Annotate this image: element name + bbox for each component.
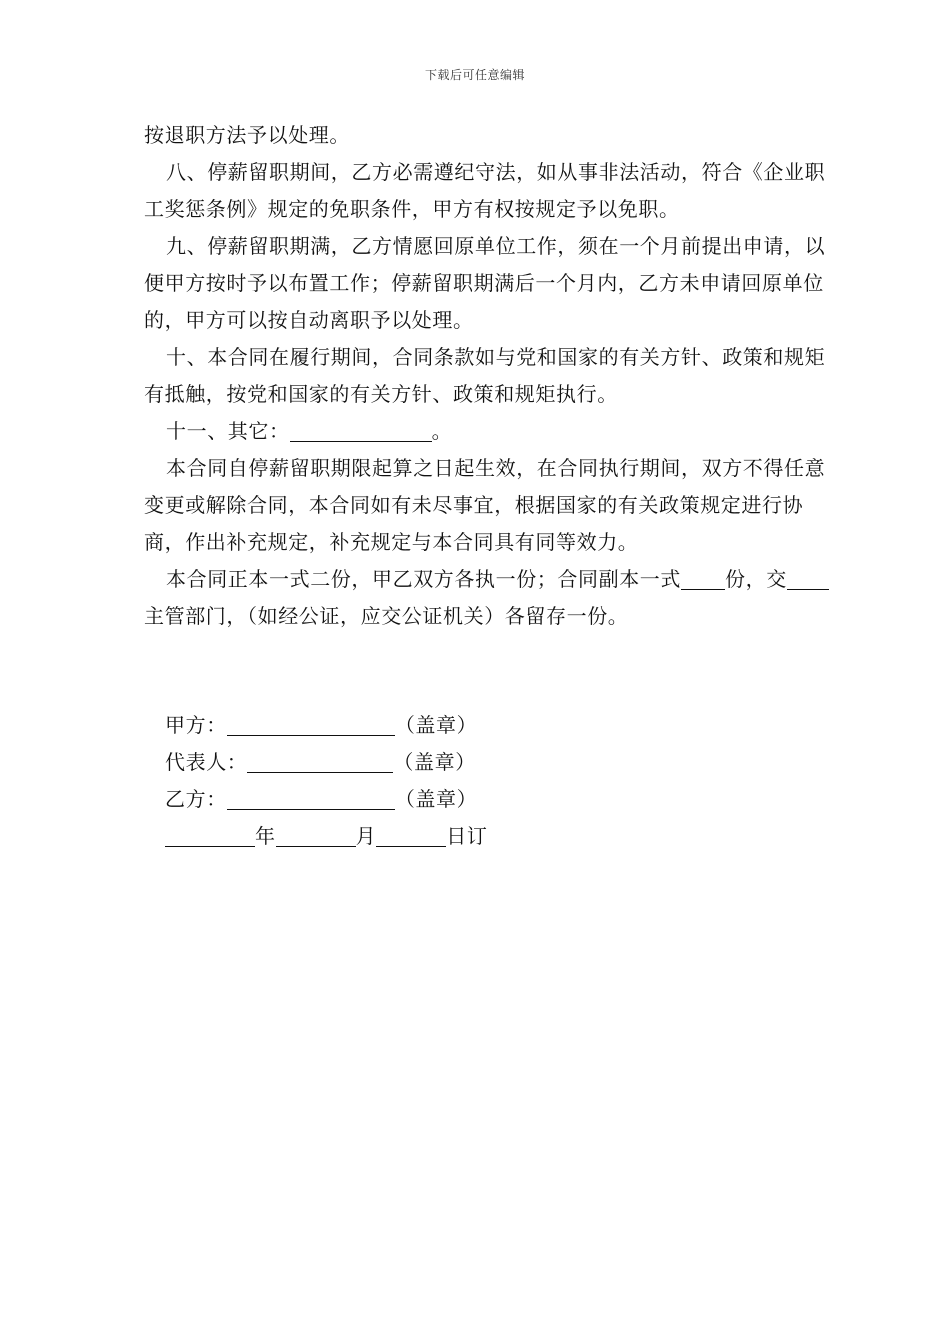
effectiveness-paragraph: 本合同自停薪留职期限起算之日起生效，在合同执行期间，双方不得任意变更或解除合同，本合同如有未尽事宜，根据国家的有关政策规定进行协商，作出补充规定，补充规定与本合同具有同等效力。 — [144, 456, 826, 554]
clause-8: 八、停薪留职期间，乙方必需遵纪守法，如从事非法活动，符合《企业职工奖惩条例》规定的免职条件，甲方有权按规定予以免职。 — [144, 160, 826, 221]
day-label: 日订 — [446, 824, 488, 848]
signature-block — [165, 707, 487, 855]
department-blank[interactable] — [787, 567, 829, 590]
party-a-seal: （盖章） — [394, 713, 478, 737]
copies-text-b: 份，交 — [725, 567, 787, 591]
clause-11-end: 。 — [431, 419, 453, 443]
party-b-seal: （盖章） — [394, 787, 478, 811]
party-b-blank[interactable] — [227, 787, 395, 810]
header-note: 下载后可任意编辑 — [424, 68, 525, 82]
day-blank[interactable] — [376, 824, 446, 847]
party-b-label: 乙方： — [165, 787, 227, 811]
representative-blank[interactable] — [247, 750, 393, 773]
copies-text-a: 本合同正本一式二份，甲乙双方各执一份；合同副本一式 — [166, 567, 681, 591]
party-a-label: 甲方： — [165, 713, 227, 737]
clause-11-label: 十一、其它： — [166, 419, 290, 443]
clause-9: 九、停薪留职期满，乙方情愿回原单位工作，须在一个月前提出申请，以便甲方按时予以布置工作；停薪留职期满后一个月内，乙方未申请回原单位的，甲方可以按自动离职予以处理。 — [144, 234, 826, 332]
year-blank[interactable] — [165, 824, 255, 847]
party-b-row — [165, 781, 487, 818]
representative-row — [165, 744, 487, 781]
copies-text-c: 主管部门，（如经公证，应交公证机关）各留存一份。 — [144, 604, 629, 628]
date-row — [165, 818, 487, 855]
month-label: 月 — [355, 824, 377, 848]
year-label: 年 — [255, 824, 276, 848]
copies-count-blank[interactable] — [681, 567, 725, 590]
clause-11 — [144, 413, 830, 450]
party-a-row — [165, 707, 487, 744]
month-blank[interactable] — [276, 824, 356, 847]
clause-10: 十、本合同在履行期间，合同条款如与党和国家的有关方针、政策和规矩有抵触，按党和国家的有关方针、政策和规矩执行。 — [144, 345, 826, 406]
representative-seal: （盖章） — [393, 750, 476, 774]
other-terms-blank[interactable] — [290, 419, 432, 442]
paragraph-continuation: 按退职方法予以处理。 — [144, 123, 350, 147]
representative-label: 代表人： — [165, 750, 248, 774]
copies-paragraph — [144, 561, 830, 635]
party-a-blank[interactable] — [227, 713, 395, 736]
contract-body — [144, 117, 830, 635]
